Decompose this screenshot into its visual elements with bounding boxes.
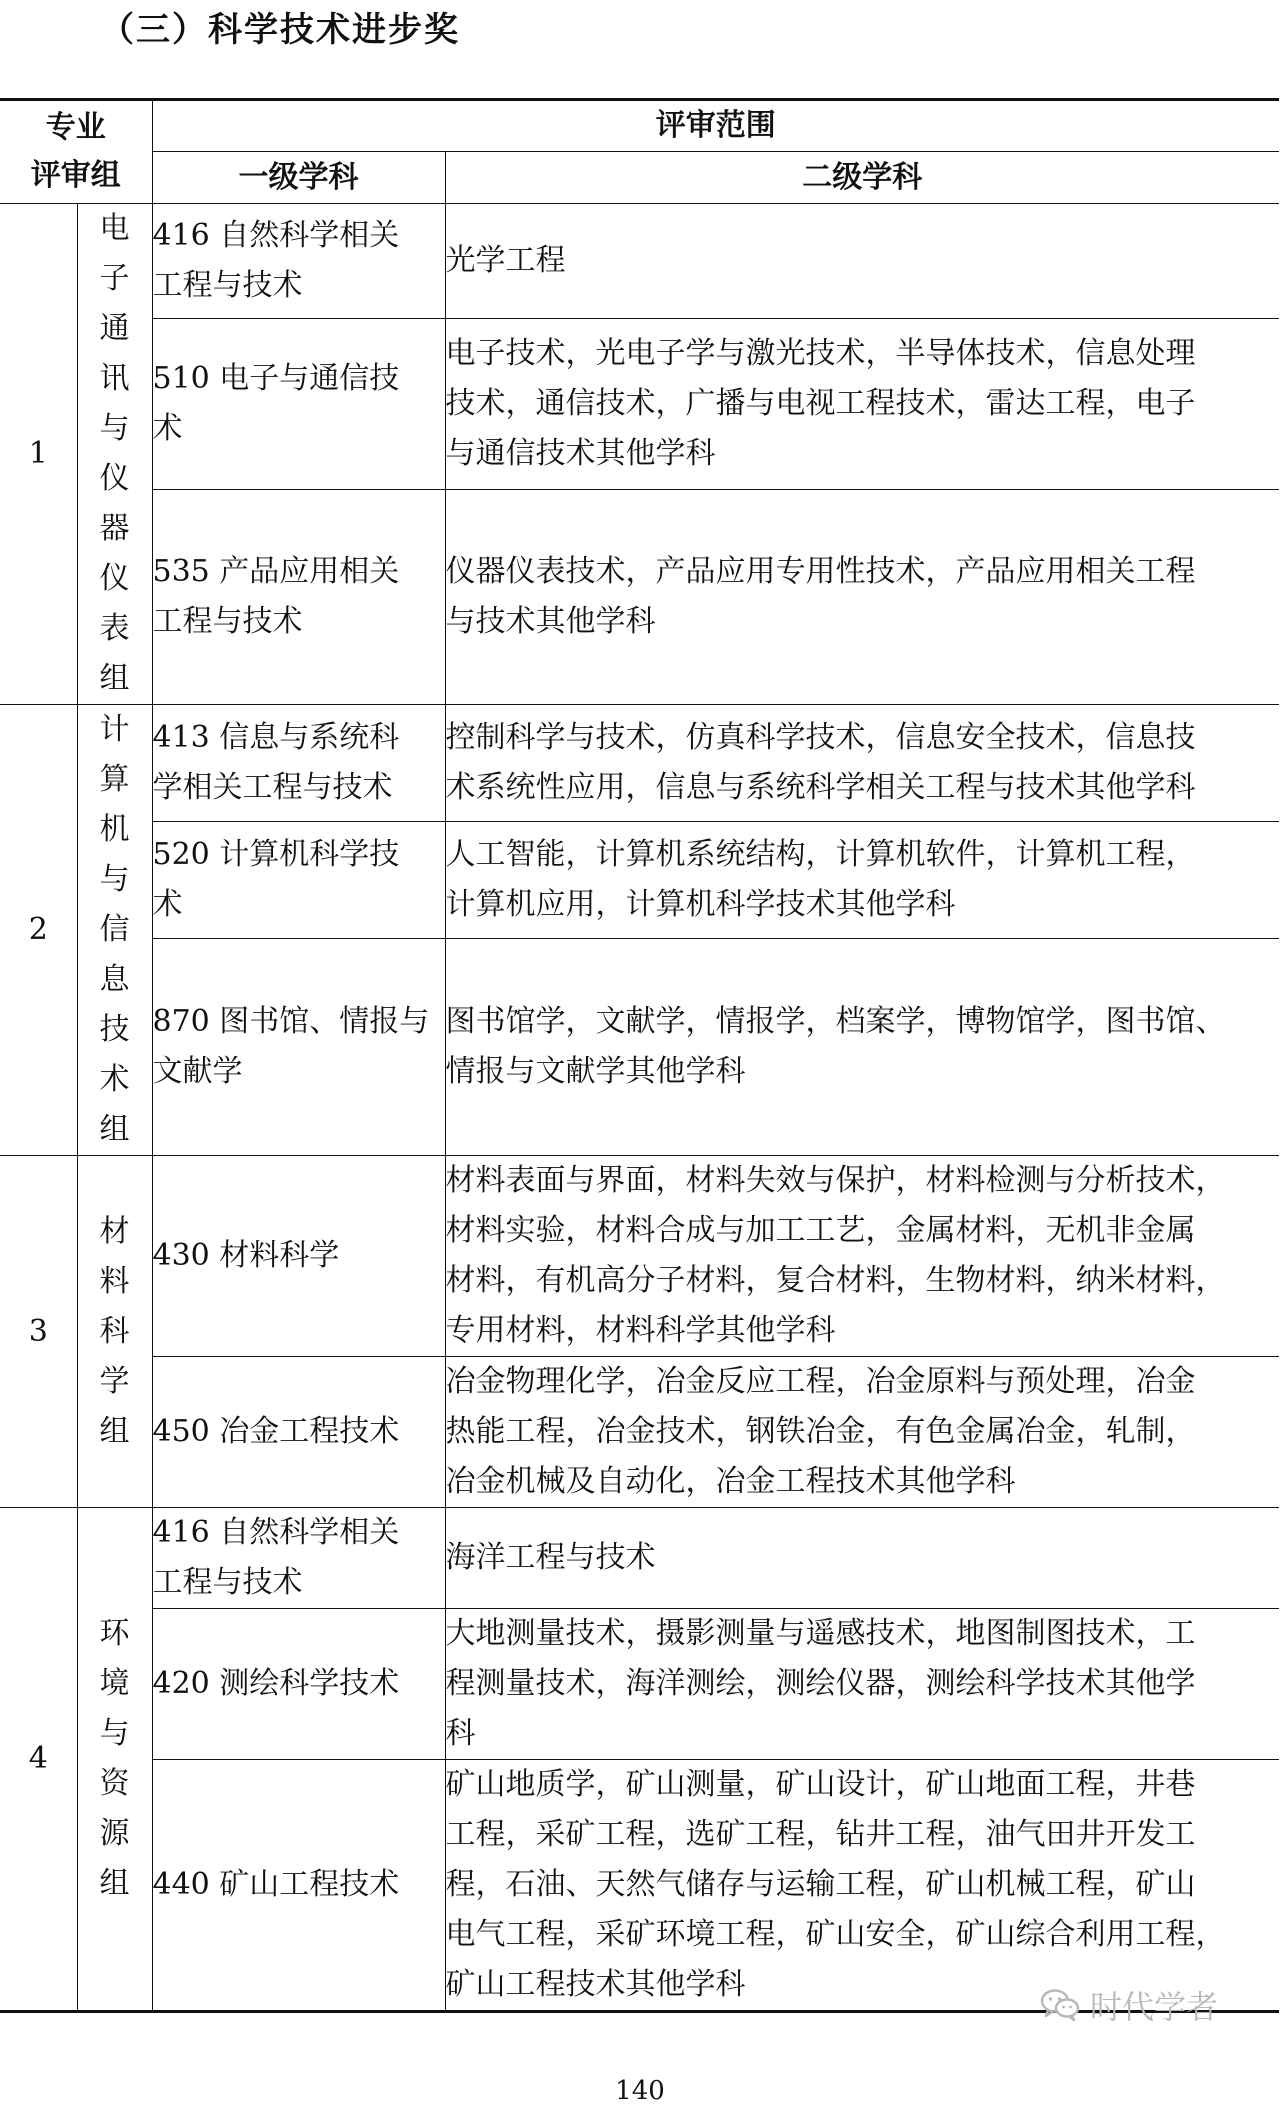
second-discipline-line: 与技术其他学科: [445, 604, 656, 640]
group-name-char: 与: [99, 862, 130, 897]
first-discipline-line: 430 材料科学: [152, 1238, 340, 1273]
group-name-char: 料: [99, 1263, 130, 1299]
first-discipline-line: 440 矿山工程技术: [152, 1867, 400, 1902]
second-discipline-line: 光学工程: [445, 242, 566, 278]
second-discipline-line: 科: [445, 1716, 476, 1751]
table-row: [0, 204, 1279, 319]
second-discipline-line: 程测量技术，海洋测绘，测绘仪器，测绘科学技术其他学: [445, 1666, 1196, 1701]
group-column-header: [0, 100, 152, 204]
table-row: [0, 821, 1279, 938]
second-discipline-line: 人工智能，计算机系统结构，计算机软件，计算机工程，: [445, 836, 1196, 872]
second-discipline-line: 术系统性应用，信息与系统科学相关工程与技术其他学科: [445, 769, 1196, 805]
first-discipline-line: 工程与技术: [152, 604, 303, 640]
group-name: [77, 204, 152, 705]
second-discipline-line: 电子技术，光电子学与激光技术，半导体技术，信息处理: [445, 336, 1196, 371]
group-name-char: 环: [99, 1616, 130, 1651]
first-discipline-line: 510 电子与通信技: [152, 361, 400, 396]
award-scope-table: [0, 98, 1279, 2013]
first-discipline-line: 学相关工程与技术: [152, 769, 393, 805]
first-discipline-cell: [152, 318, 445, 490]
wechat-icon: [1040, 1988, 1080, 2022]
table-row: [0, 318, 1279, 490]
second-discipline-line: 情报与文献学其他学科: [445, 1053, 746, 1089]
group-name-char: 机: [99, 812, 130, 847]
second-discipline-line: 控制科学与技术，仿真科学技术，信息安全技术，信息技: [445, 719, 1196, 755]
group-name-char: 通: [99, 311, 130, 346]
second-discipline-line: 材料实验，材料合成与加工工艺，金属材料，无机非金属: [445, 1213, 1196, 1248]
second-discipline-line: 材料，有机高分子材料，复合材料，生物材料，纳米材料，: [445, 1263, 1226, 1298]
second-discipline-line: 材料表面与界面，材料失效与保护，材料检测与分析技术，: [445, 1163, 1226, 1198]
second-discipline-cell: [445, 705, 1279, 822]
first-discipline-cell: [152, 1609, 445, 1760]
second-discipline-line: 电气工程，采矿环境工程，矿山安全，矿山综合利用工程，: [445, 1917, 1226, 1952]
second-discipline-cell: [445, 490, 1279, 705]
first-discipline-cell: [152, 821, 445, 938]
first-discipline-line: 416 自然科学相关: [152, 1515, 400, 1550]
first-discipline-line: 413 信息与系统科: [152, 719, 400, 755]
table-row: [0, 1357, 1279, 1508]
group-number: 3: [0, 1156, 77, 1508]
group-number: 1: [0, 204, 77, 705]
group-name-char: 算: [99, 762, 130, 797]
second-discipline-line: 矿山工程技术其他学科: [445, 1967, 746, 2002]
second-discipline-cell: [445, 1609, 1279, 1760]
first-discipline-cell: [152, 705, 445, 822]
group-number: 2: [0, 705, 77, 1156]
first-discipline-cell: [152, 1760, 445, 2012]
group-name-char: 计: [99, 712, 130, 747]
first-discipline-line: 870 图书馆、情报与: [152, 1003, 430, 1039]
section-heading: （三）科学技术进步奖: [100, 10, 460, 50]
second-discipline-line: 冶金物理化学，冶金反应工程，冶金原料与预处理，冶金: [445, 1364, 1196, 1399]
table-row: [0, 1508, 1279, 1609]
group-name-char: 息: [99, 962, 130, 997]
first-discipline-line: 术: [152, 886, 183, 922]
second-discipline-line: 热能工程，冶金技术，钢铁冶金，有色金属冶金，轧制，: [445, 1414, 1196, 1449]
group-name-char: 资: [99, 1766, 130, 1801]
second-discipline-line: 技术，通信技术，广播与电视工程技术，雷达工程，电子: [445, 386, 1196, 421]
group-name-char: 讯: [99, 361, 130, 396]
first-discipline-header: 一级学科: [152, 152, 445, 204]
first-discipline-line: 工程与技术: [152, 267, 303, 303]
table-row: [0, 938, 1279, 1155]
first-discipline-cell: [152, 204, 445, 319]
second-discipline-line: 与通信技术其他学科: [445, 436, 716, 471]
second-discipline-line: 海洋工程与技术: [445, 1540, 656, 1575]
group-name: [77, 705, 152, 1156]
second-discipline-line: 冶金机械及自动化，冶金工程技术其他学科: [445, 1464, 1016, 1499]
first-discipline-line: 520 计算机科学技: [152, 836, 400, 872]
table-body: [0, 204, 1279, 2012]
group-name-char: 仪: [99, 461, 130, 496]
first-discipline-line: 工程与技术: [152, 1565, 303, 1600]
first-discipline-line: 术: [152, 411, 183, 446]
group-name-char: 技: [99, 1012, 130, 1047]
second-discipline-cell: [445, 821, 1279, 938]
group-name-char: 组: [99, 1112, 130, 1147]
group-number: 4: [0, 1508, 77, 2012]
first-discipline-line: 文献学: [152, 1053, 243, 1089]
table-row: [0, 1609, 1279, 1760]
second-discipline-line: 矿山地质学，矿山测量，矿山设计，矿山地面工程，井巷: [445, 1767, 1196, 1802]
first-discipline-cell: [152, 1357, 445, 1508]
group-name-char: 境: [99, 1666, 130, 1701]
group-name-char: 学: [99, 1363, 130, 1399]
group-name-char: 与: [99, 1716, 130, 1751]
second-discipline-line: 大地测量技术，摄影测量与遥感技术，地图制图技术，工: [445, 1616, 1196, 1651]
first-discipline-line: 535 产品应用相关: [152, 554, 400, 590]
group-name-char: 术: [99, 1062, 130, 1097]
group-name-char: 子: [99, 261, 130, 296]
table-row: [0, 705, 1279, 822]
watermark-text: 时代学者: [1090, 1988, 1219, 2026]
second-discipline-cell: [445, 1156, 1279, 1357]
group-name-char: 表: [99, 611, 130, 646]
first-discipline-line: 450 冶金工程技术: [152, 1414, 400, 1449]
group-name: [77, 1156, 152, 1508]
second-discipline-line: 专用材料，材料科学其他学科: [445, 1313, 836, 1348]
group-name: [77, 1508, 152, 2012]
second-discipline-line: 工程，采矿工程，选矿工程，钻井工程，油气田井开发工: [445, 1817, 1196, 1852]
second-discipline-cell: [445, 1508, 1279, 1609]
group-header-line-1: 专业: [45, 110, 106, 145]
second-discipline-header: 二级学科: [445, 152, 1279, 204]
first-discipline-cell: [152, 490, 445, 705]
page-number: 140: [615, 2076, 665, 2106]
group-name-char: 组: [99, 1866, 130, 1901]
group-header-line-2: 评审组: [30, 158, 121, 193]
group-name-char: 器: [99, 511, 130, 546]
second-discipline-cell: [445, 204, 1279, 319]
first-discipline-line: 416 自然科学相关: [152, 217, 400, 253]
group-name-char: 组: [99, 1413, 130, 1449]
scope-header: 评审范围: [152, 100, 1279, 152]
first-discipline-cell: [152, 1508, 445, 1609]
group-name-char: 信: [99, 912, 130, 947]
table-row: [0, 1156, 1279, 1357]
second-discipline-cell: [445, 318, 1279, 490]
group-name-char: 与: [99, 411, 130, 446]
group-name-char: 科: [99, 1313, 130, 1349]
table-row: [0, 490, 1279, 705]
group-name-char: 源: [99, 1816, 130, 1851]
group-name-char: 电: [99, 211, 130, 246]
second-discipline-line: 仪器仪表技术，产品应用专用性技术，产品应用相关工程: [445, 554, 1196, 590]
second-discipline-cell: [445, 938, 1279, 1155]
first-discipline-line: 420 测绘科学技术: [152, 1666, 400, 1701]
first-discipline-cell: [152, 938, 445, 1155]
second-discipline-line: 程，石油、天然气储存与运输工程，矿山机械工程，矿山: [445, 1867, 1196, 1902]
second-discipline-cell: [445, 1357, 1279, 1508]
group-name-char: 组: [99, 661, 130, 696]
group-name-char: 仪: [99, 561, 130, 596]
first-discipline-cell: [152, 1156, 445, 1357]
group-name-char: 材: [99, 1213, 130, 1249]
second-discipline-cell: [445, 1760, 1279, 2012]
table-row: [0, 1760, 1279, 2012]
second-discipline-line: 计算机应用，计算机科学技术其他学科: [445, 886, 956, 922]
second-discipline-line: 图书馆学，文献学，情报学，档案学，博物馆学，图书馆、: [445, 1003, 1226, 1039]
watermark: [1040, 1982, 1218, 2028]
